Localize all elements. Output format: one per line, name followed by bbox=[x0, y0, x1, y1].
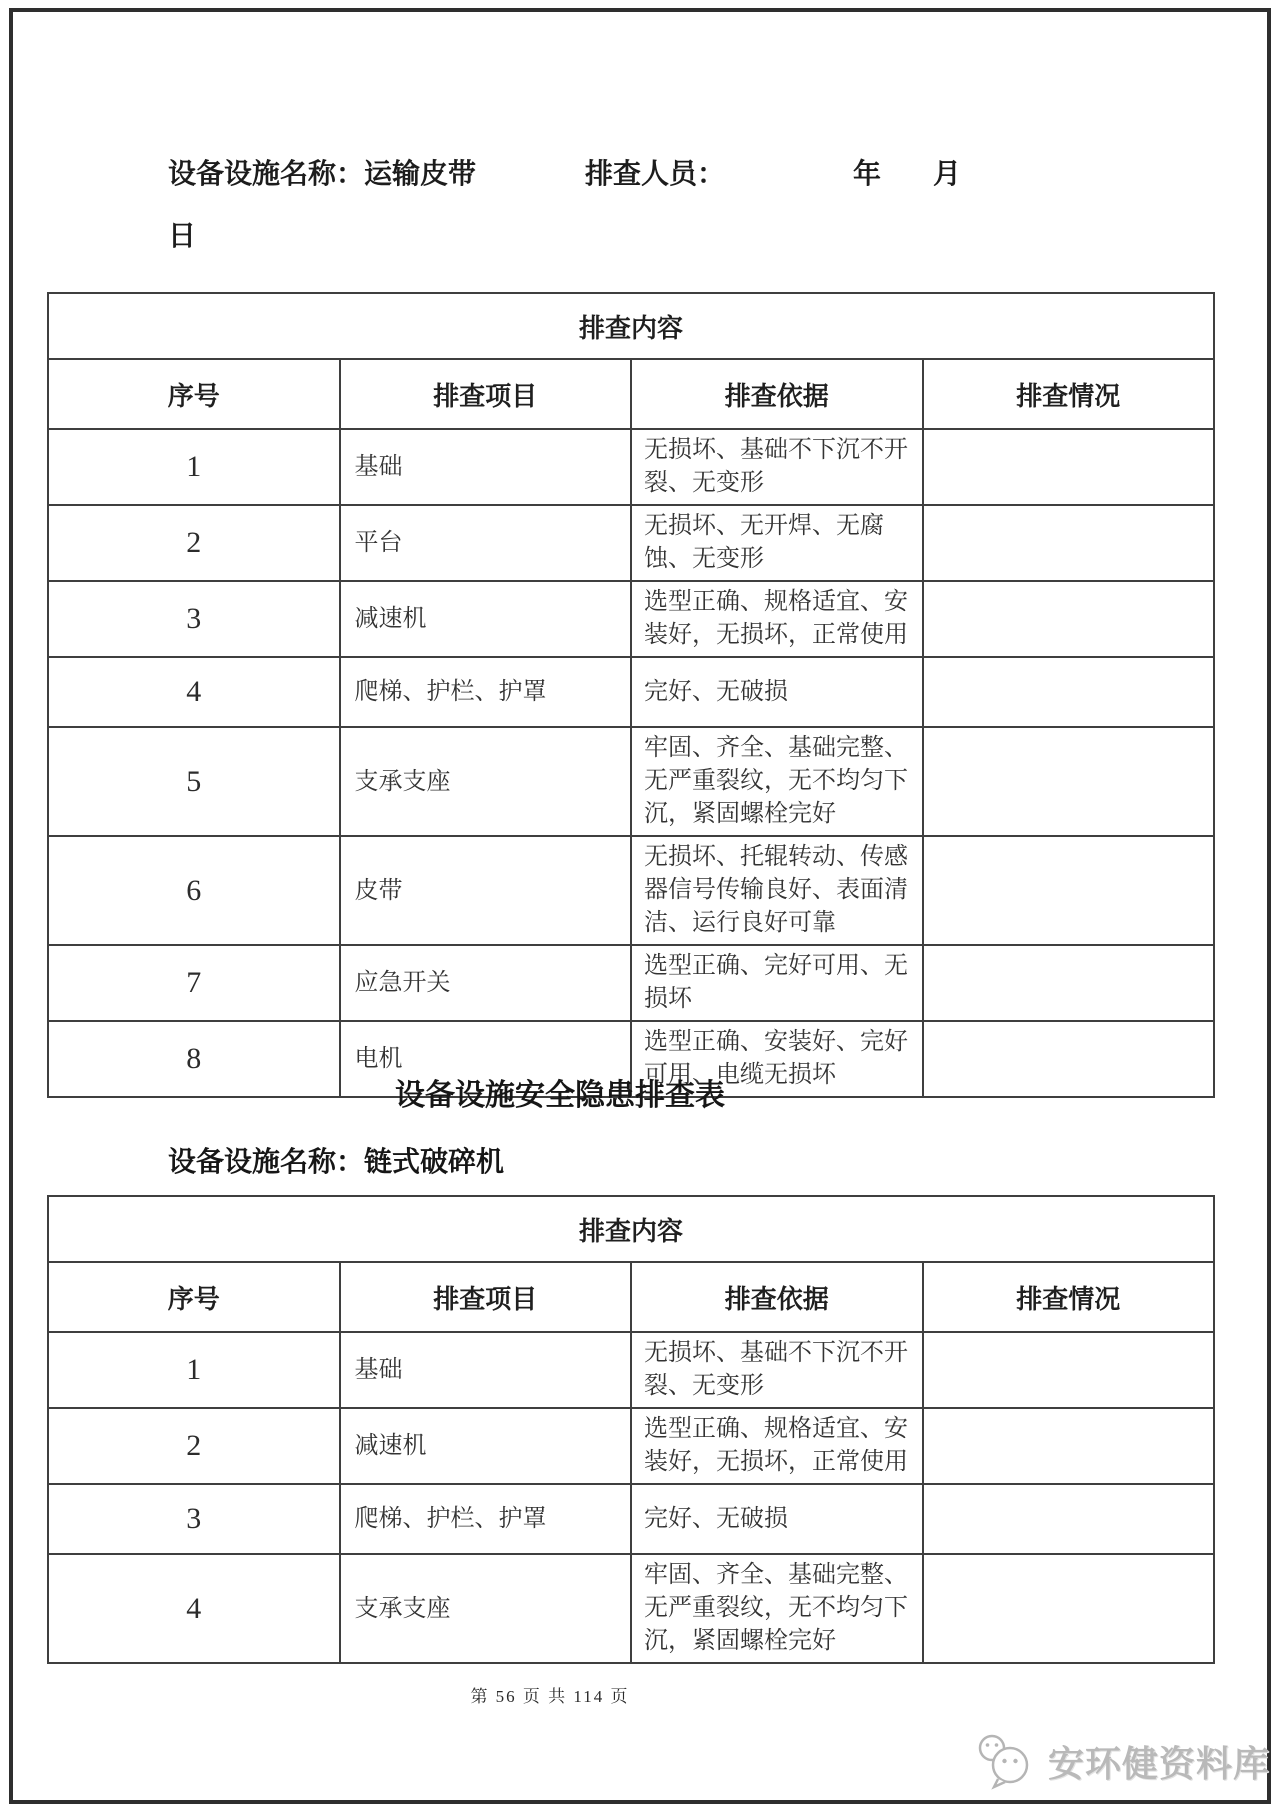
section-subtitle: 设备设施名称：链式破碎机 bbox=[168, 1147, 505, 1178]
col-header-status: 排查情况 bbox=[923, 359, 1215, 429]
item-cell: 基础 bbox=[340, 429, 632, 505]
table-row bbox=[48, 657, 1214, 727]
seq-cell: 7 bbox=[48, 945, 340, 1021]
item-cell: 减速机 bbox=[340, 1408, 632, 1484]
item-cell: 平台 bbox=[340, 505, 632, 581]
seq-cell: 6 bbox=[48, 836, 340, 945]
table-row bbox=[48, 429, 1214, 505]
seq-cell: 5 bbox=[48, 727, 340, 836]
table-row bbox=[48, 727, 1214, 836]
status-cell bbox=[923, 657, 1215, 727]
basis-cell: 牢固、齐全、基础完整、无严重裂纹，无不均匀下沉，紧固螺栓完好 bbox=[631, 1554, 923, 1663]
table-row bbox=[48, 836, 1214, 945]
status-cell bbox=[923, 1332, 1215, 1408]
table-row bbox=[48, 581, 1214, 657]
col-header-item: 排查项目 bbox=[340, 359, 632, 429]
item-cell: 爬梯、护栏、护罩 bbox=[340, 657, 632, 727]
item-cell: 应急开关 bbox=[340, 945, 632, 1021]
col-header-seq: 序号 bbox=[48, 359, 340, 429]
date-year-month-label: 年 月 bbox=[853, 159, 974, 190]
table-row bbox=[48, 1332, 1214, 1408]
seq-cell: 3 bbox=[48, 581, 340, 657]
seq-cell: 2 bbox=[48, 505, 340, 581]
col-header-basis: 排查依据 bbox=[631, 359, 923, 429]
table-header-row bbox=[48, 359, 1214, 429]
inspection-table-transport-belt bbox=[47, 292, 1215, 1098]
inspection-table-chain-crusher bbox=[47, 1195, 1215, 1664]
item-cell: 基础 bbox=[340, 1332, 632, 1408]
col-header-status: 排查情况 bbox=[923, 1262, 1215, 1332]
basis-cell: 无损坏、无开焊、无腐蚀、无变形 bbox=[631, 505, 923, 581]
seq-cell: 3 bbox=[48, 1484, 340, 1554]
status-cell bbox=[923, 1484, 1215, 1554]
col-header-item: 排查项目 bbox=[340, 1262, 632, 1332]
basis-cell: 无损坏、基础不下沉不开裂、无变形 bbox=[631, 1332, 923, 1408]
item-cell: 支承支座 bbox=[340, 1554, 632, 1663]
table-banner: 排查内容 bbox=[48, 1196, 1214, 1262]
section-title: 设备设施安全隐患排查表 bbox=[395, 1079, 725, 1112]
seq-cell: 2 bbox=[48, 1408, 340, 1484]
item-cell: 减速机 bbox=[340, 581, 632, 657]
basis-cell: 选型正确、完好可用、无损坏 bbox=[631, 945, 923, 1021]
basis-cell: 选型正确、规格适宜、安装好，无损坏，正常使用 bbox=[631, 581, 923, 657]
table-row bbox=[48, 505, 1214, 581]
device-name-label: 设备设施名称：运输皮带 bbox=[168, 159, 477, 190]
status-cell bbox=[923, 1408, 1215, 1484]
basis-cell: 选型正确、规格适宜、安装好，无损坏，正常使用 bbox=[631, 1408, 923, 1484]
watermark-text: 安环健资料库 bbox=[1047, 1743, 1270, 1784]
item-cell: 电机 bbox=[340, 1021, 632, 1097]
item-cell: 支承支座 bbox=[340, 727, 632, 836]
date-day-label: 日 bbox=[168, 221, 197, 252]
seq-cell: 1 bbox=[48, 429, 340, 505]
basis-cell: 牢固、齐全、基础完整、无严重裂纹，无不均匀下沉，紧固螺栓完好 bbox=[631, 727, 923, 836]
table-row bbox=[48, 1484, 1214, 1554]
status-cell bbox=[923, 505, 1215, 581]
seq-cell: 8 bbox=[48, 1021, 340, 1097]
basis-cell: 无损坏、基础不下沉不开裂、无变形 bbox=[631, 429, 923, 505]
col-header-basis: 排查依据 bbox=[631, 1262, 923, 1332]
status-cell bbox=[923, 945, 1215, 1021]
table-row bbox=[48, 1408, 1214, 1484]
basis-cell: 完好、无破损 bbox=[631, 1484, 923, 1554]
status-cell bbox=[923, 581, 1215, 657]
status-cell bbox=[923, 429, 1215, 505]
table-banner-row bbox=[48, 1196, 1214, 1262]
col-header-seq: 序号 bbox=[48, 1262, 340, 1332]
table-row bbox=[48, 1554, 1214, 1663]
basis-cell: 无损坏、托辊转动、传感器信号传输良好、表面清洁、运行良好可靠 bbox=[631, 836, 923, 945]
basis-cell: 选型正确、安装好、完好可用、电缆无损坏 bbox=[631, 1021, 923, 1097]
table-row bbox=[48, 945, 1214, 1021]
status-cell bbox=[923, 727, 1215, 836]
table-banner: 排查内容 bbox=[48, 293, 1214, 359]
table-banner-row bbox=[48, 293, 1214, 359]
seq-cell: 1 bbox=[48, 1332, 340, 1408]
watermark bbox=[970, 1732, 1270, 1790]
status-cell bbox=[923, 1554, 1215, 1663]
chat-bubbles-logo-icon bbox=[970, 1732, 1042, 1790]
status-cell bbox=[923, 836, 1215, 945]
table-header-row bbox=[48, 1262, 1214, 1332]
seq-cell: 4 bbox=[48, 657, 340, 727]
item-cell: 爬梯、护栏、护罩 bbox=[340, 1484, 632, 1554]
inspector-label: 排查人员： bbox=[585, 159, 726, 190]
page-number: 第 56 页 共 114 页 bbox=[470, 1687, 630, 1706]
basis-cell: 完好、无破损 bbox=[631, 657, 923, 727]
item-cell: 皮带 bbox=[340, 836, 632, 945]
seq-cell: 4 bbox=[48, 1554, 340, 1663]
